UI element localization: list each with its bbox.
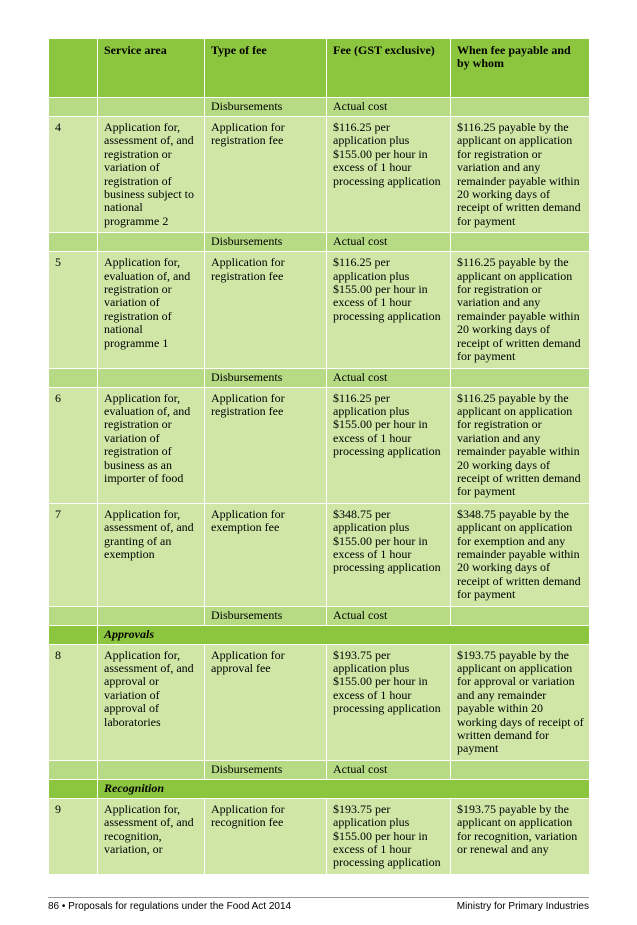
cell-when-payable: $116.25 payable by the applicant on application for registration or variation and any remainder payable within 20 working days of receipt of written demand for payment [451, 117, 590, 233]
cell-type-of-fee: Application for registration fee [205, 387, 327, 503]
footer-page-info: 86 • Proposals for regulations under the Food Act 2014 [48, 901, 292, 912]
cell-fee: $193.75 per application plus $155.00 per hour in excess of 1 hour processing application [327, 644, 451, 760]
table-body [49, 98, 590, 875]
cell-service-area: Application for, assessment of, and granting of an exemption [98, 503, 205, 606]
cell-service-area [98, 368, 205, 387]
cell-fee: Actual cost [327, 98, 451, 117]
cell-number: 6 [49, 387, 98, 503]
cell-number: 4 [49, 117, 98, 233]
cell-when-payable: $193.75 payable by the applicant on application for recognition, variation or renewal and any [451, 798, 590, 874]
cell-fee: Actual cost [327, 368, 451, 387]
cell-type-of-fee: Application for registration fee [205, 252, 327, 368]
cell-when-payable: $193.75 payable by the applicant on application for approval or variation and any remainder payable within 20 working days of receipt of written demand for payment [451, 644, 590, 760]
table-row [49, 798, 590, 874]
disbursement-row [49, 760, 590, 779]
section-label: Approvals [98, 625, 590, 644]
fee-table [48, 38, 590, 875]
header-cell-service-area: Service area [98, 39, 205, 98]
cell-fee: Actual cost [327, 233, 451, 252]
table-header-row [49, 39, 590, 98]
header-cell-when-payable: When fee payable and by whom [451, 39, 590, 98]
cell-number: 8 [49, 644, 98, 760]
cell-service-area [98, 760, 205, 779]
cell-type-of-fee: Disbursements [205, 233, 327, 252]
section-row [49, 779, 590, 798]
cell-fee: $193.75 per application plus $155.00 per hour in excess of 1 hour processing application [327, 798, 451, 874]
cell-number [49, 779, 98, 798]
cell-when-payable: $348.75 payable by the applicant on application for exemption and any remainder payable within 20 working days of receipt of written demand for payment [451, 503, 590, 606]
cell-number: 9 [49, 798, 98, 874]
cell-fee: $116.25 per application plus $155.00 per hour in excess of 1 hour processing application [327, 117, 451, 233]
cell-service-area [98, 98, 205, 117]
footer-divider [48, 897, 589, 898]
cell-fee: $348.75 per application plus $155.00 per hour in excess of 1 hour processing application [327, 503, 451, 606]
disbursement-row [49, 233, 590, 252]
table-row [49, 503, 590, 606]
table-row [49, 644, 590, 760]
cell-type-of-fee: Disbursements [205, 606, 327, 625]
cell-number [49, 233, 98, 252]
cell-number [49, 606, 98, 625]
table-row [49, 252, 590, 368]
cell-when-payable [451, 368, 590, 387]
cell-number [49, 368, 98, 387]
cell-service-area: Application for, evaluation of, and registration or variation of registration of business as an importer of food [98, 387, 205, 503]
cell-type-of-fee: Disbursements [205, 98, 327, 117]
cell-number: 5 [49, 252, 98, 368]
cell-fee: $116.25 per application plus $155.00 per hour in excess of 1 hour processing application [327, 252, 451, 368]
cell-service-area [98, 606, 205, 625]
header-cell-fee: Fee (GST exclusive) [327, 39, 451, 98]
disbursement-row [49, 606, 590, 625]
cell-service-area [98, 233, 205, 252]
cell-number [49, 760, 98, 779]
cell-number [49, 625, 98, 644]
cell-type-of-fee: Application for recognition fee [205, 798, 327, 874]
cell-when-payable: $116.25 payable by the applicant on application for registration or variation and any remainder payable within 20 working days of receipt of written demand for payment [451, 252, 590, 368]
cell-when-payable [451, 606, 590, 625]
cell-fee: $116.25 per application plus $155.00 per hour in excess of 1 hour processing application [327, 387, 451, 503]
cell-when-payable: $116.25 payable by the applicant on application for registration or variation and any remainder payable within 20 working days of receipt of written demand for payment [451, 387, 590, 503]
footer-publisher: Ministry for Primary Industries [456, 901, 589, 912]
header-cell-number [49, 39, 98, 98]
section-label: Recognition [98, 779, 590, 798]
cell-type-of-fee: Application for exemption fee [205, 503, 327, 606]
header-cell-type-of-fee: Type of fee [205, 39, 327, 98]
disbursement-row [49, 98, 590, 117]
cell-type-of-fee: Application for approval fee [205, 644, 327, 760]
cell-service-area: Application for, assessment of, and approval or variation of approval of laboratories [98, 644, 205, 760]
cell-fee: Actual cost [327, 760, 451, 779]
cell-when-payable [451, 98, 590, 117]
table-row [49, 387, 590, 503]
section-row [49, 625, 590, 644]
cell-when-payable [451, 760, 590, 779]
cell-service-area: Application for, assessment of, and recognition, variation, or [98, 798, 205, 874]
cell-fee: Actual cost [327, 606, 451, 625]
cell-service-area: Application for, assessment of, and registration or variation of registration of business subject to national programme 2 [98, 117, 205, 233]
cell-number [49, 98, 98, 117]
cell-type-of-fee: Disbursements [205, 760, 327, 779]
cell-type-of-fee: Application for registration fee [205, 117, 327, 233]
cell-type-of-fee: Disbursements [205, 368, 327, 387]
cell-when-payable [451, 233, 590, 252]
cell-number: 7 [49, 503, 98, 606]
cell-service-area: Application for, evaluation of, and registration or variation of registration of national programme 1 [98, 252, 205, 368]
table-row [49, 117, 590, 233]
disbursement-row [49, 368, 590, 387]
